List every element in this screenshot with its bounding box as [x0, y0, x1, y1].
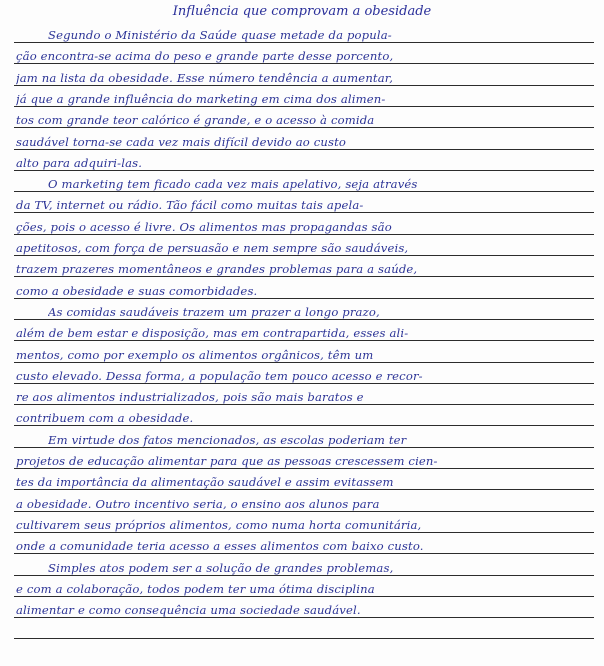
essay-text-line: projetos de educação alimentar para que as pessoas crescessem cien- [16, 454, 438, 468]
essay-text-line: tes da importância da alimentação saudável e assim evitassem [16, 475, 394, 490]
essay-text-line: ções, pois o acesso é livre. Os alimentos mas propagandas são [16, 219, 392, 234]
essay-text-line: e com a colaboração, todos podem ter uma ótima disciplina [16, 581, 375, 596]
essay-text-line: cultivarem seus próprios alimentos, como numa horta comunitária, [16, 517, 422, 532]
ruled-line [14, 638, 594, 639]
essay-title: Influência que comprovam a obesidade [172, 4, 432, 19]
essay-text-line: saudável torna-se cada vez mais difícil devido ao custo [16, 134, 347, 149]
essay-text-line: alto para adquiri-las. [16, 155, 143, 170]
essay-text-line: apetitosos, com força de persuasão e nem sempre são saudáveis, [16, 241, 409, 255]
essay-text-line: a obesidade. Outro incentivo seria, o ensino aos alunos para [16, 496, 380, 511]
essay-text-line: ção encontra-se acima do peso e grande parte desse porcento, [16, 49, 394, 64]
essay-text-line: trazem prazeres momentâneos e grandes problemas para a saúde, [16, 262, 418, 277]
essay-text-line: Segundo o Ministério da Saúde quase metade da popula- [48, 28, 392, 42]
essay-text-line: onde a comunidade teria acesso a esses alimentos com baixo custo. [16, 539, 424, 554]
essay-text-line: Em virtude dos fatos mencionados, as escolas poderiam ter [48, 432, 407, 447]
essay-text-line: da TV, internet ou rádio. Tão fácil como muitas tais apela- [16, 198, 364, 213]
essay-text-line: O marketing tem ficado cada vez mais apelativo, seja através [48, 177, 418, 192]
essay-text-line: Simples atos podem ser a solução de grandes problemas, [48, 560, 394, 575]
essay-text-line: As comidas saudáveis trazem um prazer a longo prazo, [48, 304, 380, 319]
essay-text-line: além de bem estar e disposição, mas em contrapartida, esses ali- [16, 326, 409, 341]
essay-text-line: mentos, como por exemplo os alimentos orgânicos, têm um [16, 347, 374, 362]
essay-text-line: como a obesidade e suas comorbidades. [16, 283, 258, 298]
essay-text-line: alimentar e como consequência uma sociedade saudável. [16, 603, 361, 618]
essay-text-line: re aos alimentos industrializados, pois são mais baratos e [16, 390, 364, 405]
essay-text-line: já que a grande influência do marketing em cima dos alimen- [16, 91, 386, 106]
essay-text-line: jam na lista da obesidade. Esse número tendência a aumentar, [16, 70, 394, 85]
essay-text-line: contribuem com a obesidade. [16, 411, 194, 426]
essay-text-line: tos com grande teor calórico é grande, e o acesso à comida [16, 113, 375, 128]
essay-text-line: custo elevado. Dessa forma, a população tem pouco acesso e recor- [16, 368, 423, 383]
